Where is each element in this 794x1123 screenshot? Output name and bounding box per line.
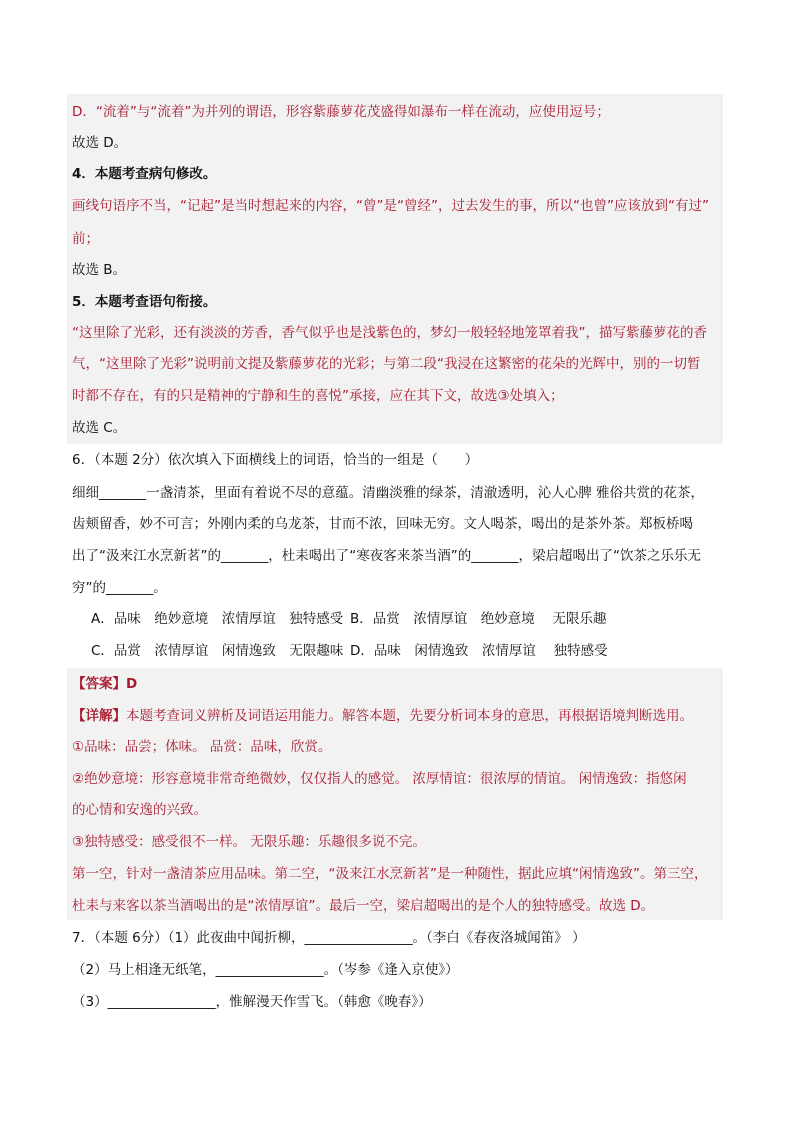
q6-note-3: ③独特感受：感受很不一样。 无限乐趣：乐趣很多说不完。	[72, 834, 426, 850]
q6-note-1: ①品味：品尝；体味。 品赏：品味，欣赏。	[72, 739, 332, 755]
q4-analysis-title: 4．本题考查病句修改。	[72, 166, 217, 182]
q5-analysis-select: 故选 C。	[72, 420, 127, 436]
q7-line-2: （2）马上相逢无纸笔，________________。（岑参《逢入京使》）	[72, 962, 459, 978]
analysis-option-d: D．“流着”与“流着”为并列的谓语，形容紫藤萝花茂盛得如瀑布一样在流动，应使用逗号；	[72, 104, 610, 120]
q6-passage-4: 穷”的_______。	[72, 580, 167, 596]
q6-summary-1: 第一空，针对一盏清茶应用品味。第二空，“汲来江水烹新茗”是一种随性，据此应填“闲情逸致”。第三空，	[72, 866, 708, 882]
q6-option-d: D．品味 闲情逸致 浓情厚谊 独特感受	[350, 643, 608, 659]
q5-analysis-title: 5．本题考查语句衔接。	[72, 294, 217, 310]
q6-option-a: A．品味 绝妙意境 浓情厚谊 独特感受	[91, 611, 344, 627]
q4-analysis-text-2: 前；	[72, 231, 99, 247]
q6-note-2b: 的心情和安逸的兴致。	[72, 802, 207, 818]
q6-detail	[72, 706, 732, 726]
q6-answer: 【答案】D	[72, 676, 138, 692]
q6-passage-3: 出了“汲来江水烹新茗”的_______，杜耒喝出了“寒夜客来茶当酒”的_______，梁启超喝出了“饮茶之乐乐无	[72, 548, 701, 564]
q6-passage-2: 齿颊留香，妙不可言；外刚内柔的乌龙茶，甘而不浓，回味无穷。文人喝茶，喝出的是茶外茶。郑板桥喝	[72, 516, 693, 532]
q6-option-c: C．品赏 浓情厚谊 闲情逸致 无限趣味	[91, 643, 344, 659]
q4-analysis-select: 故选 B。	[72, 262, 127, 278]
q7-line-3: （3）________________，惟解漫天作雪飞。（韩愈《晚春》）	[72, 994, 432, 1010]
q5-analysis-text-3: 时都不存在，有的只是精神的宁静和生的喜悦”承接，应在其下文，故选③处填入；	[72, 388, 564, 404]
q6-note-2a: ②绝妙意境：形容意境非常奇绝微妙，仅仅指人的感觉。 浓厚情谊：很浓厚的情谊。 闲情逸致：指悠闲	[72, 771, 687, 787]
analysis-select-d: 故选 D。	[72, 135, 128, 151]
detail-tag: 【详解】	[72, 708, 126, 724]
q6-summary-2: 杜耒与来客以茶当酒喝出的是“浓情厚谊”。最后一空，梁启超喝出的是个人的独特感受。故选 D。	[72, 898, 655, 914]
q6-stem: 6．（本题 2分）依次填入下面横线上的词语，恰当的一组是（ ）	[72, 452, 479, 468]
q7-stem: 7．（本题 6分）（1）此夜曲中闻折柳，________________。（李白《春夜洛城闻笛》 ）	[72, 930, 586, 946]
q6-passage-1: 细细_______一盏清茶，里面有着说不尽的意蕴。清幽淡雅的绿茶，清澈透明，沁人心脾 雅俗共赏的花茶，	[72, 485, 705, 501]
q5-analysis-text-2: 气，“这里除了光彩”说明前文提及紫藤萝花的光彩；与第二段“我浸在这繁密的花朵的光辉中，别的一切暂	[72, 356, 701, 372]
q6-option-b: B．品赏 浓情厚谊 绝妙意境 无限乐趣	[350, 611, 607, 627]
q4-analysis-text-1: 画线句语序不当，“记起”是当时想起来的内容，“曾”是“曾经”，过去发生的事，所以“也曾”应该放到“有过”	[72, 198, 709, 214]
detail-text: 本题考查词义辨析及词语运用能力。解答本题，先要分析词本身的意思，再根据语境判断选用。	[126, 708, 693, 724]
q5-analysis-text-1: “这里除了光彩，还有淡淡的芳香，香气似乎也是浅紫色的，梦幻一般轻轻地笼罩着我”，描写紫藤萝花的香	[72, 325, 707, 341]
